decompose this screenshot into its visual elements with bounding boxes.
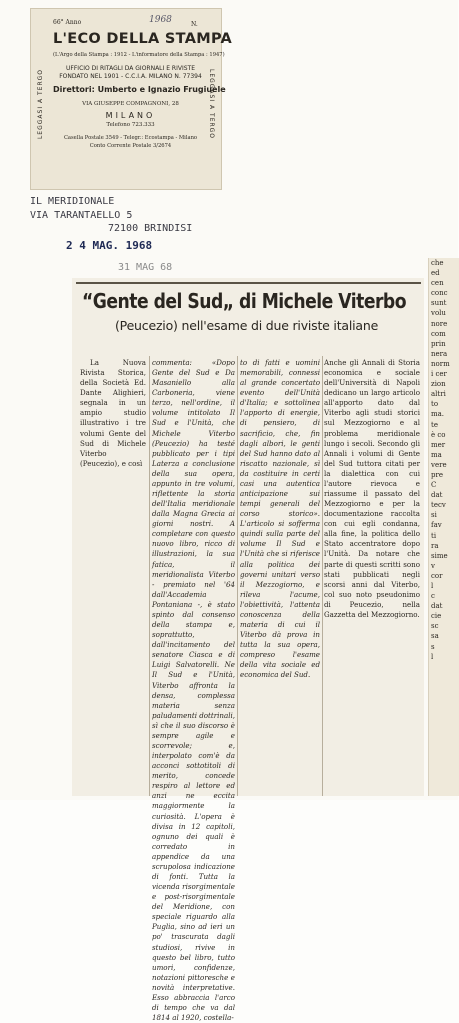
edge-fragment: volu [431,309,446,318]
typed-city: 72100 BRINDISI [108,223,193,234]
edge-fragment: sc [431,622,439,631]
typed-street: VIA TARANTAELLO 5 [30,210,133,221]
label-side-right: LEGGASI A TERGO [208,69,215,140]
edge-fragment: cor [431,571,443,580]
edge-fragment: cen [431,279,444,288]
edge-fragment: altri [431,390,446,399]
edge-fragment: ma [431,450,442,459]
edge-fragment: te [431,420,438,429]
edge-fragment: norm [431,359,450,368]
article-column-2: commenta: «Dopo Gente del Sud e Da Masaniello alla Carboneria, viene terzo, nell'ordine, il volume intitolato Il Sud e l'Unità, che Michele Viterbo (Peucezio) ha testé pubblicato per i tipi Laterza a conclusione della sua opera, appunto in tre volumi, riflettente la storia dell'Italia meridionale dalla Magna Grecia ai giorni nostri. A completare con questo nuovo libro, ricco di illustrazioni, la sua fatica, il meridionalista Viterbo - premiato nel '64 dall'Accademia Pontaniana -, è stato spinto dal consenso della stampa e, soprattutto, dall'incitamento del senatore Ciasca e di Luigi Salvatorelli. Ne Il Sud e l'Unità, Viterbo affronta la densa, complessa materia senza paludamenti dottrinali, sì che il suo discorso è sempre agile e scorrevole; e, interpolato com'è da acconci sottotitoli di merito, concede respiro al lettore ed anzi ne eccita maggiormente la curiosità. L'opera è divisa in 12 capitoli, ognuno dei quali è corredato in appendice da una scrupolosa indicazione di fonti. Tutta la vicenda risorgimentale e post-risorgimentale del Meridione, con speciale riguardo alla Puglia, sino ad ieri un po' trascurata dagli studiosi, rivive in questo bel libro, tutto umori, confidenze, notazioni pittoresche e novità interpretative. Esso abbraccia l'arco di tempo che va dal 1814 al 1920, costella- [152,358,236,1023]
article-column-1: La Nuova Rivista Storica, della Società Ed. Dante Alighieri, segnala in un ampio studio illustrativo i tre volumi Gente del Sud di Michele Viterbo (Peucezio), e così [80,358,146,468]
edge-fragment: ed [431,269,440,278]
label-ccp: Conto Corrente Postale 3/2674 [89,143,172,149]
edge-fragment: prin [431,339,446,348]
edge-fragment: l [431,652,434,661]
label-address: VIA GIUSEPPE COMPAGNONI, 28 [82,101,179,107]
edge-fragment: si [431,511,437,520]
date-stamp: 2 4 MAG. 1968 [66,239,153,252]
edge-fragment: nera [431,349,448,358]
edge-fragment: sime [431,551,448,560]
edge-fragment: nore [431,319,448,328]
edge-fragment: v [431,561,435,570]
edge-fragment: sa [431,632,439,641]
label-office-line2: FONDATO NEL 1901 - C.C.I.A. MILANO N. 77394 [59,73,202,80]
column-divider [322,356,323,796]
edge-fragment: che [431,259,444,267]
date-stamp-secondary: 31 MAG 68 [118,262,173,273]
column-divider [149,356,150,796]
edge-fragment: fav [431,521,442,530]
adjacent-clipping-edge [428,258,459,796]
label-casella: Casella Postale 3549 - Telegr.: Ecostampa - Milano [63,135,198,141]
edge-fragment: ti [431,531,437,540]
label-city: MILANO [105,111,156,120]
label-number: N. [191,21,198,28]
edge-fragment: s [431,642,435,651]
edge-fragment: l [431,582,434,590]
edge-fragment: vere [431,460,447,469]
edge-fragment: dat [431,602,443,611]
edge-fragment: mer [431,440,446,449]
article-subhead: (Peucezio) nell'esame di due riviste italiane [115,318,379,333]
edge-fragment: dat [431,491,443,500]
clipping-service-label [30,8,233,190]
handwritten-year: 1968 [149,15,172,25]
label-brand: L'ECO DELLA STAMPA [53,31,233,47]
edge-fragment: i cer [431,370,447,379]
label-phone: Telefono 723.333 [106,122,155,128]
article-top-rule [76,282,421,284]
label-subtitle: (L'Argo della Stampa : 1912 - L'informatore della Stampa : 1947) [53,52,225,58]
label-year: 66° Anno [53,19,82,26]
edge-fragment: zion [431,380,446,389]
edge-fragment: conc [431,289,448,298]
column-divider [237,356,238,796]
edge-fragment: tecv [431,501,446,510]
edge-fragment: cie [431,612,442,621]
article-column-3: to di fatti e uomini memorabili, connessi al grande concertato evento dell'Unità d'Italia; e sottolinea l'apporto di energie, di pensiero, di sacrificio, che, fin dagli albori, le genti del Sud hanno dato al riscatto nazionale, sì da costituire in certi casi una autentica anticipazione sui tempi generali del corso storico». L'articolo si sofferma quindi sulla parte del volume Il Sud e l'Unità che si riferisce alla politica dei governi unitari verso il Mezzogiorno, e rileva l'acume, l'obiettività, l'attenta conoscenza della materia di cui il Viterbo dà prova in tutta la sua opera, compreso l'esame della vita sociale ed economica del Sud. [240,358,320,680]
edge-fragment: è co [431,430,446,439]
edge-fragment: com [431,329,446,338]
edge-fragment: C [431,481,437,490]
label-side-left: LEGGASI A TERGO [37,69,44,140]
article-headline: “Gente del Sud„ di Michele Viterbo [82,289,407,313]
typed-newspaper: IL MERIDIONALE [30,196,115,207]
edge-fragment: pre [431,470,443,479]
edge-fragment: to [431,400,439,409]
article-column-4: Anche gli Annali di Storia economica e sociale dell'Università di Napoli dedicano un largo articolo all'apporto dato dal Viterbo agli studi storici sul Mezzogiorno e al problema meridionale lungo i secoli. Secondo gli Annali i volumi di Gente del Sud tuttora citati per la dialettica con cui l'autore rievoca e riassume il passato del Mezzogiorno e per la documentazione raccolta con cui egli condanna, alla fine, la politica dello Stato accentratore dopo l'Unità. Da notare che parte di questi scritti sono stati pubblicati negli scorsi anni dal Viterbo, col suo noto pseudonimo di Peucezio, nella Gazzetta del Mezzogiorno. [324,358,420,619]
edge-fragment: sunt [431,299,447,308]
label-office-line1: UFFICIO DI RITAGLI DA GIORNALI E RIVISTE [66,65,195,72]
edge-fragment: ra [431,541,439,550]
label-directors: Direttori: Umberto e Ignazio Frugiuele [53,85,226,94]
edge-fragment: c [431,592,435,601]
edge-fragment: ma. [431,410,445,419]
